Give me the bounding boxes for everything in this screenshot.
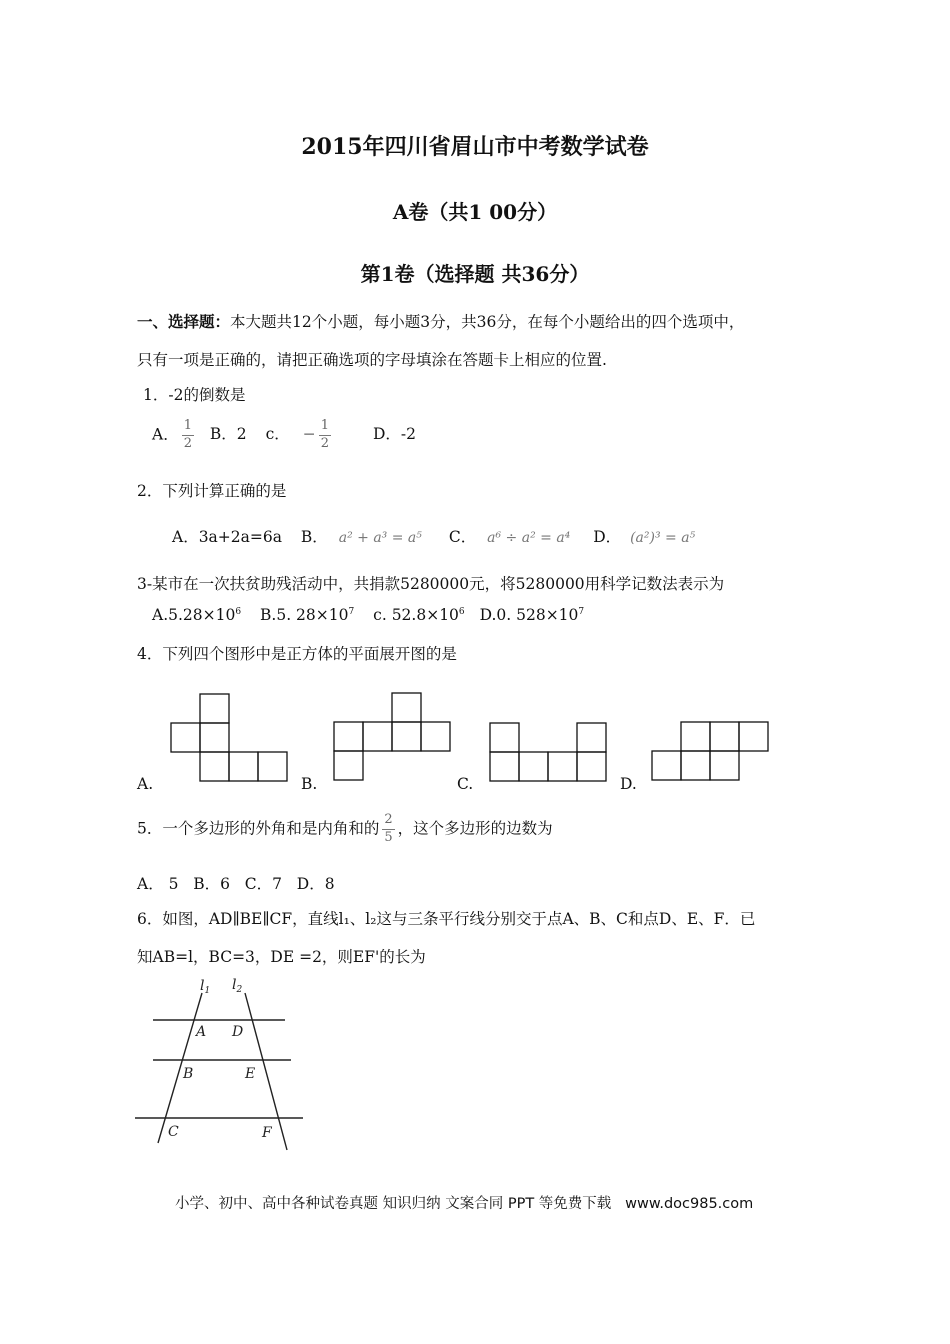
q3-option-c: c. $52.8\times 10^6$ (373, 606, 465, 624)
q5-fraction: $\frac{2}{5}$ (384, 812, 393, 845)
q2-option-b-math: a² + a³ = a⁵ (338, 530, 422, 546)
label-a: A (196, 1024, 207, 1040)
label-c: C (168, 1124, 179, 1140)
q1-fraction-a: $\frac{1}{2}$ (183, 418, 192, 451)
q6-stem-line-1: 6．如图，AD∥BE∥CF，直线l₁、l₂这与三条平行线分别交于点A、B、C和点D、E、F．已 (137, 910, 756, 928)
q2-stem: 2．下列计算正确的是 (137, 482, 287, 500)
q1-stem: 1．-2的倒数是 (143, 386, 246, 404)
q2-option-d-math: (a²)³ = a⁵ (630, 530, 696, 546)
q1-option-a: A． (152, 425, 179, 444)
instructions-line-2: 只有一项是正确的，请把正确选项的字母填涂在答题卡上相应的位置. (137, 351, 607, 369)
q2-option-c: C． (448, 528, 477, 546)
section-heading: A卷（共1 00分） (392, 200, 558, 224)
line-l1 (158, 993, 202, 1143)
label-l2: $l_2$ (232, 977, 243, 995)
q3-option-b: B.5. $28\times 10^7$ (260, 606, 355, 624)
q1-option-b: B．2 (209, 425, 247, 444)
q4-label-c: C. (457, 775, 474, 793)
q3-stem: 3-某市在一次扶贫助残活动中，共捐款5280000元，将5280000用科学记数法表示为 (137, 575, 725, 593)
q1-option-c: c． (265, 425, 290, 444)
label-l1: $l_1$ (200, 978, 211, 996)
q4-stem: 4．下列四个图形中是正方体的平面展开图的是 (137, 645, 457, 663)
q1-option-d: D．-2 (372, 425, 416, 444)
q3-option-a: $A.5.28\times 10^6$ (152, 606, 242, 624)
label-e: E (245, 1066, 256, 1082)
q2-option-d: D． (593, 528, 622, 546)
page-footer: 小学、初中、高中各种试卷真题 知识归纳 文案合同 PPT 等免费下载 www.doc985.com (175, 1196, 754, 1212)
label-f: F (262, 1125, 272, 1141)
q1-minus-sign: − (302, 425, 316, 444)
label-b: B (183, 1066, 194, 1082)
q6-stem-line-2: 知AB=l，BC=3，DE =2，则EF'的长为 (137, 948, 426, 966)
q4-label-a: A. (137, 775, 154, 793)
volume-heading: 第1卷（选择题 共36分） (360, 262, 590, 286)
label-d: D (232, 1024, 244, 1040)
page-title: 2015年四川省眉山市中考数学试卷 (301, 134, 649, 160)
q5-stem: 5．一个多边形的外角和是内角和的 $\frac{2}{5}$ ，这个多边形的边数为 (137, 812, 553, 845)
q3-option-d: D.0. $528\times 10^7$ (479, 606, 585, 624)
q4-label-b: B. (301, 775, 318, 793)
instructions-head: 一、选择题： (137, 312, 231, 331)
q1-fraction-c: $\frac{1}{2}$ (320, 418, 330, 451)
q2-option-b: B． (300, 528, 328, 546)
q4-label-d: D. (620, 775, 637, 793)
q2-option-c-math: a⁶ ÷ a² = a⁴ (487, 530, 571, 546)
q5-options: A． 5 B．6 C．7 D．8 (137, 875, 335, 893)
q2-option-a: A．3a+2a=6a (172, 528, 282, 546)
instructions-text-1: 本大题共12个小题，每小题3分，共36分，在每个小题给出的四个选项中， (230, 313, 745, 331)
